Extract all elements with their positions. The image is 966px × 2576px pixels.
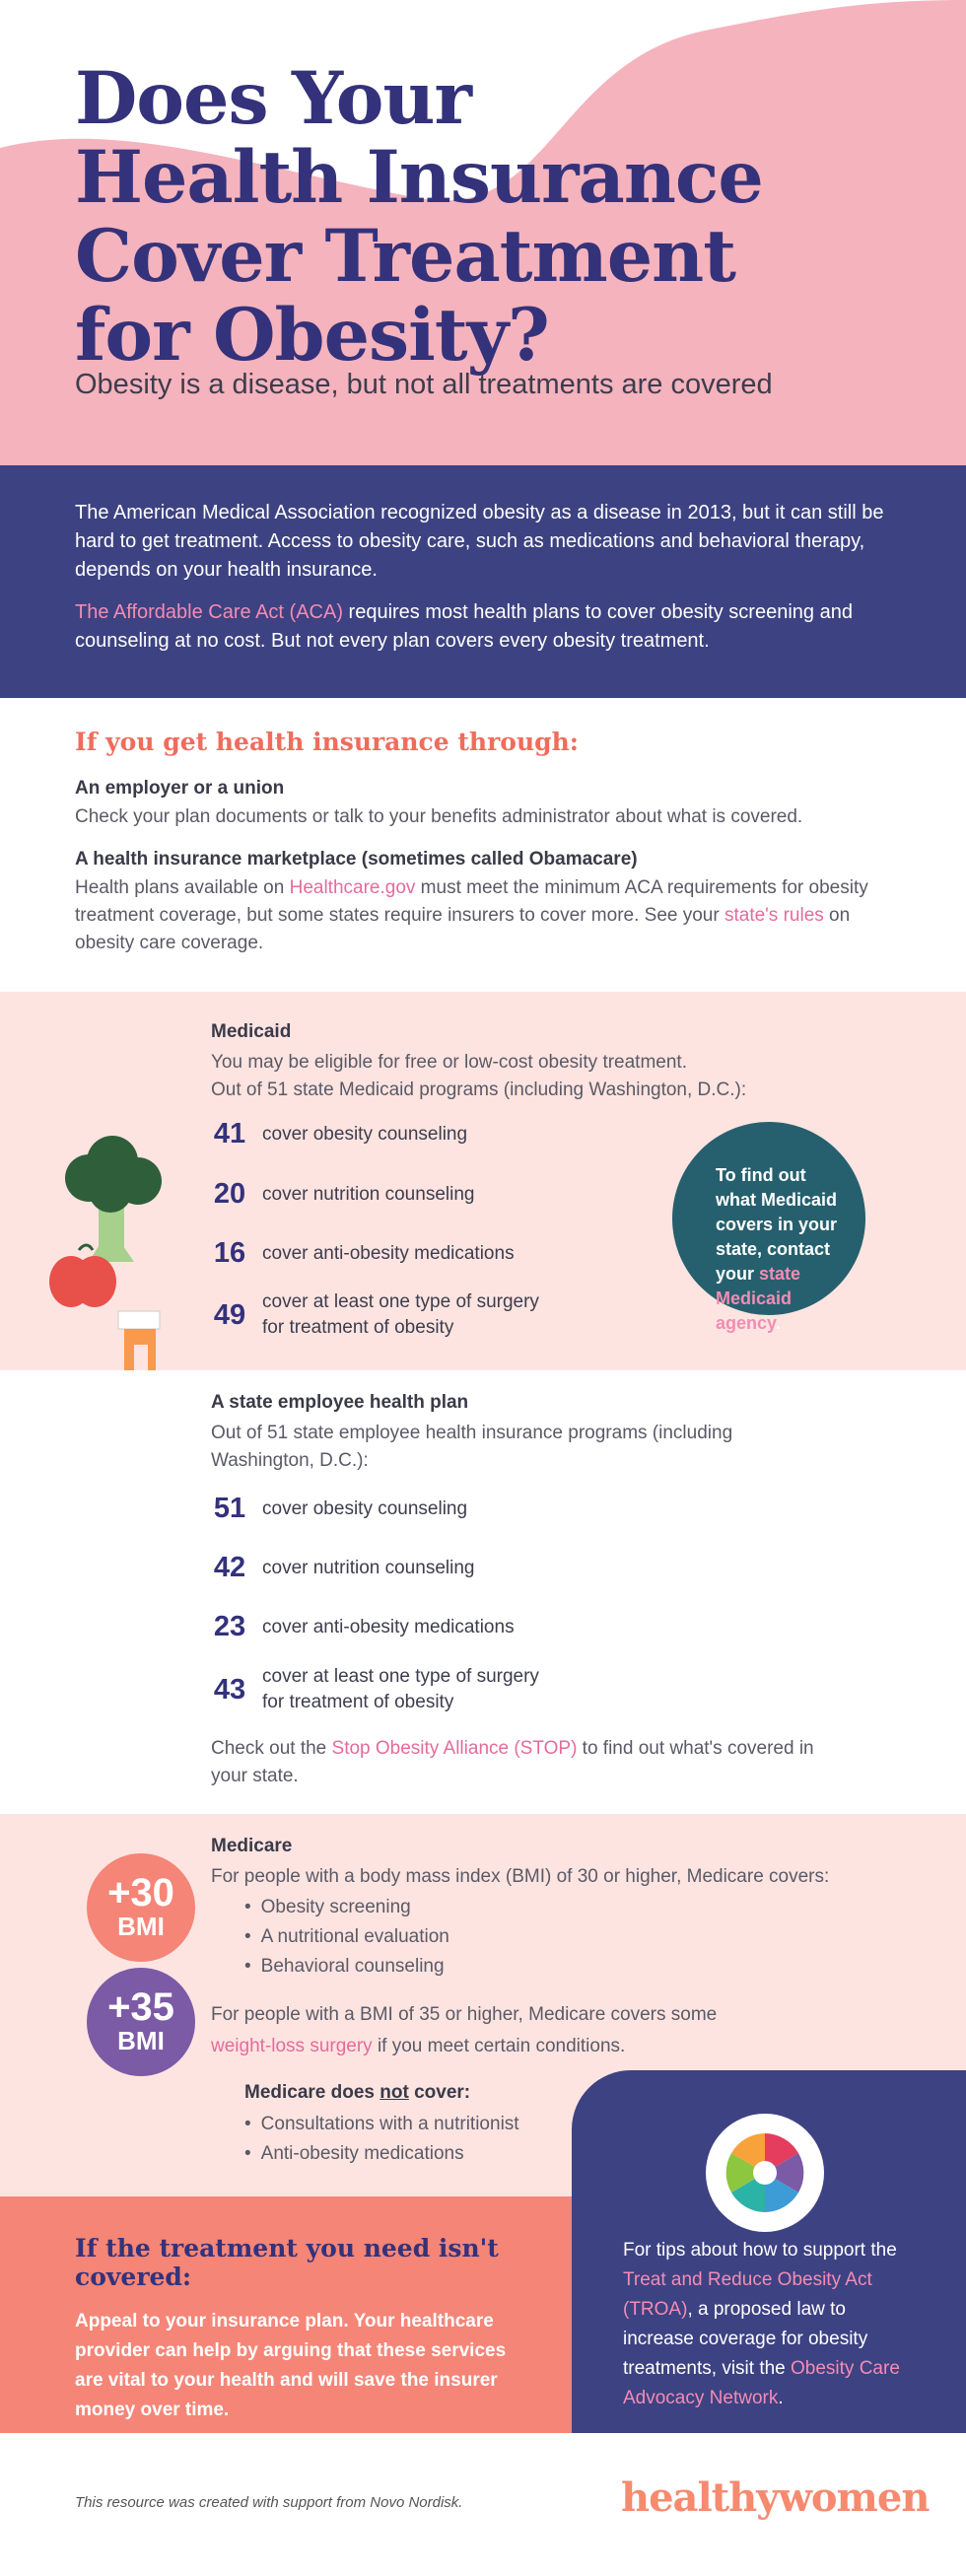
title-line-3: Cover Treatment	[75, 214, 735, 299]
stat-label	[262, 1664, 539, 1715]
title-line-4: for Obesity?	[75, 293, 549, 378]
support-credit: This resource was created with support from Novo Nordisk.	[75, 2494, 463, 2511]
stat-number: 51	[213, 1493, 246, 1524]
state-plan-stat	[203, 1552, 474, 1584]
marketplace-text-pre: Health plans available on	[75, 877, 290, 898]
stat-number: 49	[213, 1298, 246, 1331]
pinwheel-icon	[706, 2114, 824, 2232]
title-line-2: Health Insurance	[75, 135, 763, 220]
troa-section	[572, 2070, 966, 2433]
stat-label-line-2: for treatment of obesity	[262, 1317, 454, 1338]
medicaid-stat	[203, 1237, 515, 1270]
troa-text-post: .	[778, 2388, 784, 2408]
list-item: • Consultations with a nutritionist	[244, 2110, 560, 2139]
page-title	[75, 56, 785, 378]
medicaid-stat	[203, 1178, 474, 1211]
broccoli-icon	[65, 1136, 162, 1262]
list-item: • Anti-obesity medications	[244, 2139, 560, 2169]
stat-label-line-1: cover at least one type of surgery	[262, 1666, 539, 1687]
bmi-30-badge	[87, 1853, 195, 1962]
bmi-35-number: +35	[107, 1985, 174, 2029]
state-plan-title: A state employee health plan	[211, 1392, 469, 1413]
stat-number: 23	[213, 1611, 246, 1642]
stat-number: 41	[213, 1118, 246, 1149]
not-covered-heading: If the treatment you need isn't covered:	[75, 2234, 499, 2291]
stat-number: 16	[213, 1237, 246, 1269]
medicare-bmi30-text: For people with a body mass index (BMI) of 30 or higher, Medicare covers:	[211, 1866, 830, 1887]
stat-label	[262, 1289, 539, 1341]
employer-title: An employer or a union	[75, 778, 285, 799]
stop-alliance-note	[211, 1735, 842, 1790]
troa-text	[623, 2236, 919, 2413]
medicare-bmi35-block	[211, 1999, 763, 2062]
medicare-not-covered-block	[244, 2082, 560, 2169]
medicaid-callout	[672, 1122, 865, 1333]
list-item: • Obesity screening	[244, 1893, 901, 1922]
bmi35-text-post: if you meet certain conditions.	[372, 2036, 626, 2056]
medicaid-line-2: Out of 51 state Medicaid programs (including Washington, D.C.):	[211, 1079, 747, 1100]
intro-paragraph-1: The American Medical Association recognized obesity as a disease in 2013, but it can still be hard to get treatment. Access to obesity care, such as medications and behavioral therapy, depends on your health insurance.	[75, 502, 884, 581]
marketplace-text	[75, 874, 891, 957]
list-item: • Behavioral counseling	[244, 1952, 901, 1982]
insurance-through-section	[0, 698, 966, 992]
not-covered-section	[0, 2196, 572, 2433]
medicaid-stat	[203, 1289, 539, 1341]
not-cover-pre: Medicare does	[244, 2082, 380, 2103]
bmi-30-label: BMI	[117, 1912, 165, 1941]
medicare-bmi30-block	[211, 1836, 901, 1982]
medicare-bmi30-list	[244, 1893, 901, 1982]
medicare-not-cover-title	[244, 2082, 560, 2104]
medicare-not-cover-list	[244, 2110, 560, 2169]
troa-link[interactable]: Treat and Reduce Obesity Act (TROA)	[623, 2269, 872, 2320]
intro-paragraph-2	[75, 598, 891, 656]
intro-band	[0, 465, 966, 698]
medicare-title: Medicare	[211, 1836, 293, 1856]
list-item: • A nutritional evaluation	[244, 1922, 901, 1952]
stat-label: cover anti-obesity medications	[262, 1616, 515, 1637]
healthcare-gov-link[interactable]: Healthcare.gov	[289, 877, 416, 898]
healthywomen-logo[interactable]: healthywomen	[621, 2474, 930, 2521]
stat-number: 20	[213, 1178, 246, 1210]
page-subtitle: Obesity is a disease, but not all treatments are covered	[75, 369, 773, 400]
medicaid-title: Medicaid	[211, 1021, 292, 1042]
state-plan-stat	[203, 1664, 539, 1715]
callout-text: To find out what Medicaid covers in your state, contact your	[716, 1165, 838, 1284]
through-heading: If you get health insurance through:	[75, 728, 580, 756]
marketplace-text-post: on obesity care coverage.	[75, 905, 851, 953]
advocacy-logo	[706, 2114, 824, 2232]
title-line-1: Does Your	[75, 56, 471, 141]
not-covered-text: Appeal to your insurance plan. Your healthcare provider can help by arguing that these services are vital to your health and will save the insurer money over time.	[75, 2311, 507, 2420]
state-plan-intro	[211, 1392, 822, 1475]
stat-number: 43	[213, 1673, 246, 1706]
medicaid-intro	[211, 1021, 901, 1104]
state-plan-intro-text: Out of 51 state employee health insurance programs (including Washington, D.C.):	[211, 1423, 733, 1471]
marketplace-text-mid: must meet the minimum ACA requirements for obesity treatment coverage, but some states require insurers to cover more. See your	[75, 877, 868, 926]
employer-text: Check your plan documents or talk to your benefits administrator about what is covered.	[75, 806, 803, 827]
state-rules-link[interactable]: state's rules	[724, 905, 824, 926]
stat-number: 42	[213, 1552, 246, 1583]
footer	[0, 2433, 966, 2576]
weight-loss-surgery-link[interactable]: weight-loss surgery	[211, 2036, 373, 2056]
hero-section	[0, 0, 966, 465]
aca-link[interactable]: The Affordable Care Act (ACA)	[75, 601, 343, 623]
not-cover-word: not	[380, 2082, 409, 2103]
not-cover-post: cover:	[408, 2082, 471, 2103]
callout-text-post: .	[775, 1313, 781, 1333]
stat-label-line-2: for treatment of obesity	[262, 1692, 454, 1712]
state-plan-stat	[203, 1493, 467, 1525]
state-medicaid-agency-link[interactable]: state Medicaid agency	[716, 1264, 801, 1333]
bmi-35-label: BMI	[117, 2026, 165, 2055]
marketplace-title: A health insurance marketplace (sometimes called Obamacare)	[75, 849, 638, 870]
bmi-35-badge	[87, 1968, 195, 2076]
bmi35-text-pre: For people with a BMI of 35 or higher, Medicare covers some	[211, 2004, 718, 2025]
state-plan-stat	[203, 1611, 515, 1643]
intro-paragraph-2-text: requires most health plans to cover obesity screening and counseling at no cost. But not every plan covers every obesity treatment.	[75, 601, 853, 652]
stat-label-line-1: cover at least one type of surgery	[262, 1291, 539, 1312]
stat-label: cover anti-obesity medications	[262, 1242, 515, 1264]
stop-note-post: to find out what's covered in your state.	[211, 1738, 814, 1786]
bmi-30-number: +30	[107, 1871, 174, 1915]
ocan-link[interactable]: Obesity Care Advocacy Network	[623, 2358, 900, 2408]
troa-text-pre: For tips about how to support the	[623, 2240, 897, 2261]
medicaid-line-1: You may be eligible for free or low-cost obesity treatment.	[211, 1052, 687, 1073]
stop-obesity-alliance-link[interactable]: Stop Obesity Alliance (STOP)	[331, 1738, 578, 1759]
medicaid-stat	[203, 1118, 467, 1150]
troa-text-mid: , a proposed law to increase coverage for obesity treatments, visit the	[623, 2299, 868, 2379]
stop-note-pre: Check out the	[211, 1738, 332, 1759]
stat-label: cover obesity counseling	[262, 1123, 468, 1145]
stat-label: cover obesity counseling	[262, 1497, 468, 1519]
stat-label: cover nutrition counseling	[262, 1557, 475, 1578]
stat-label: cover nutrition counseling	[262, 1183, 475, 1205]
